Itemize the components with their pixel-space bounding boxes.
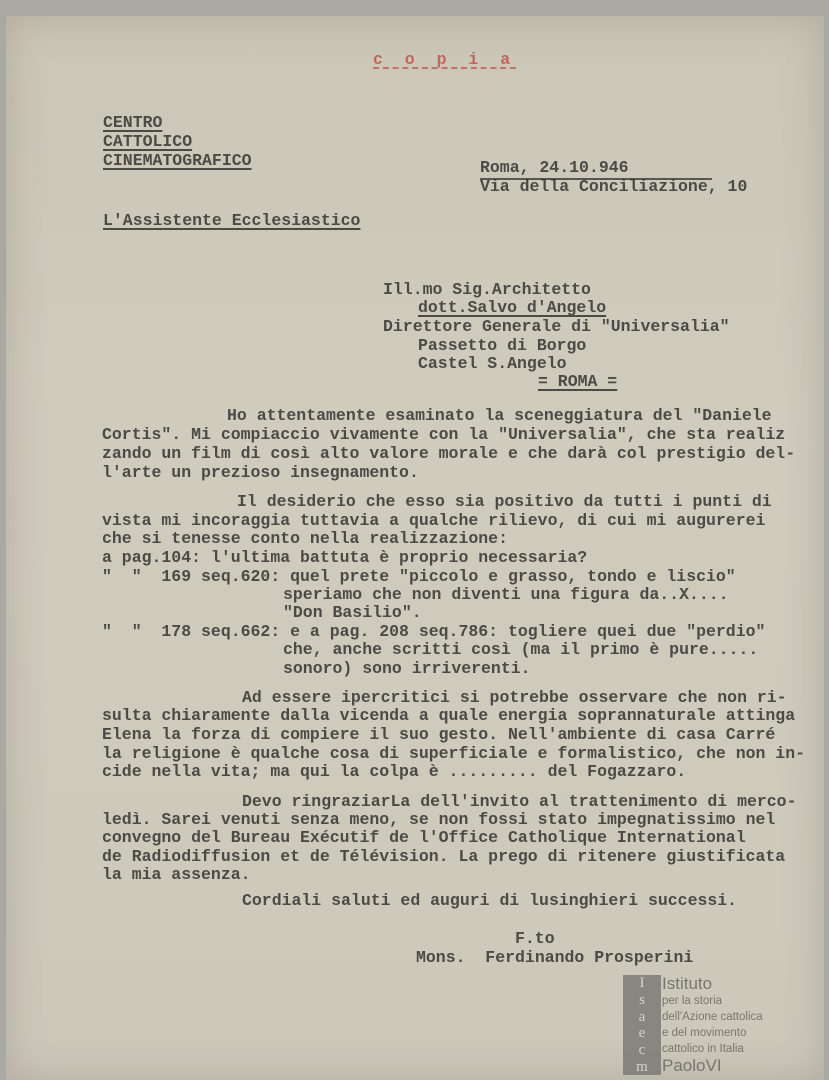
body-line: che, anche scritti così (ma il primo è pure..... <box>283 640 759 659</box>
letterhead-line: CATTOLICO <box>103 132 193 151</box>
body-line: Devo ringraziarLa dell'invito al trattenimento di merco- <box>242 792 797 811</box>
sender-title: L'Assistente Ecclesiastico <box>103 211 361 230</box>
letterhead-line: CENTRO <box>103 113 163 132</box>
body-line: cide nella vita; ma qui la colpa è ......... del Fogazzaro. <box>102 762 687 781</box>
closing-line: Cordiali saluti ed auguri di lusinghieri successi. <box>242 891 738 910</box>
recipient-line: Direttore Generale di "Universalia" <box>383 317 730 336</box>
body-line: convegno del Bureau Exécutif de l'Office Catholique International <box>102 828 746 847</box>
recipient-line: Passetto di Borgo <box>418 336 587 355</box>
body-line: "Don Basilio". <box>283 603 422 622</box>
body-line: a pag.104: l'ultima battuta è proprio necessaria? <box>102 548 588 567</box>
body-line: Ad essere ipercritici si potrebbe osservare che non ri- <box>242 688 787 707</box>
recipient-line: Castel S.Angelo <box>418 354 567 373</box>
body-line: vista mi incoraggia tuttavia a qualche rilievo, di cui mi augurerei <box>102 511 766 530</box>
body-line: sulta chiaramente dalla vicenda a quale energia soprannaturale attinga <box>102 706 796 725</box>
body-line: Cortis". Mi compiaccio vivamente con la "Universalia", che sta realiz <box>102 425 786 444</box>
body-line: la mia assenza. <box>102 865 251 884</box>
logo-letter: a <box>638 1008 646 1025</box>
body-line: de Radiodiffusion et de Télévision. La prego di ritenere giustificata <box>102 847 786 866</box>
watermark-line: dell'Azione cattolica <box>662 1011 763 1023</box>
body-line: che si tenesse conto nella realizzazione: <box>102 529 508 548</box>
body-line: Ho attentamente esaminato la sceneggiatura del "Daniele <box>227 406 772 425</box>
isacem-logo-mark <box>623 975 661 1075</box>
letter-date: Roma, 24.10.946 <box>480 158 629 177</box>
signature-prefix: F.to <box>515 929 555 948</box>
signature-name: Mons. Ferdinando Prosperini <box>416 948 694 967</box>
letterhead-line: CINEMATOGRAFICO <box>103 151 252 170</box>
isacem-watermark-text <box>662 975 763 1075</box>
watermark-line: e del movimento <box>662 1027 747 1039</box>
body-line: Elena la forza di compiere il suo gesto. Nell'ambiente di casa Carré <box>102 725 776 744</box>
watermark-line: Istituto <box>662 974 713 993</box>
watermark-line: PaoloVI <box>662 1056 722 1075</box>
body-line: " " 178 seq.662: e a pag. 208 seq.786: togliere quei due "perdio" <box>102 622 766 641</box>
logo-letter: s <box>639 991 645 1008</box>
logo-letter: m <box>636 1058 648 1075</box>
logo-letter: e <box>638 1025 646 1042</box>
body-line: la religione è qualche cosa di superficiale e formalistico, che non in- <box>102 744 806 763</box>
watermark-line: per la storia <box>662 995 723 1007</box>
body-line: speriamo che non diventi una figura da..X.... <box>283 585 729 604</box>
copy-stamp: c o p i a <box>373 50 517 69</box>
logo-letter: I <box>639 975 645 992</box>
recipient-city: = ROMA = <box>538 372 618 391</box>
body-line: l'arte un prezioso insegnamento. <box>102 463 419 482</box>
body-line: zando un film di così alto valore morale e che darà col prestigio del- <box>102 444 796 463</box>
body-line: Il desiderio che esso sia positivo da tutti i punti di <box>237 492 772 511</box>
recipient-line: Ill.mo Sig.Architetto <box>383 280 591 299</box>
body-line: ledì. Sarei venuti senza meno, se non fossi stato impegnatissimo nel <box>102 810 776 829</box>
body-line: sonoro) sono irriverenti. <box>283 659 531 678</box>
body-line: " " 169 seq.620: quel prete "piccolo e grasso, tondo e liscio" <box>102 567 736 586</box>
watermark-line: cattolico in Italia <box>662 1043 744 1055</box>
sender-address: Via della Conciliazione, 10 <box>480 177 748 196</box>
logo-letter: c <box>638 1041 646 1058</box>
recipient-name: dott.Salvo d'Angelo <box>418 298 607 317</box>
